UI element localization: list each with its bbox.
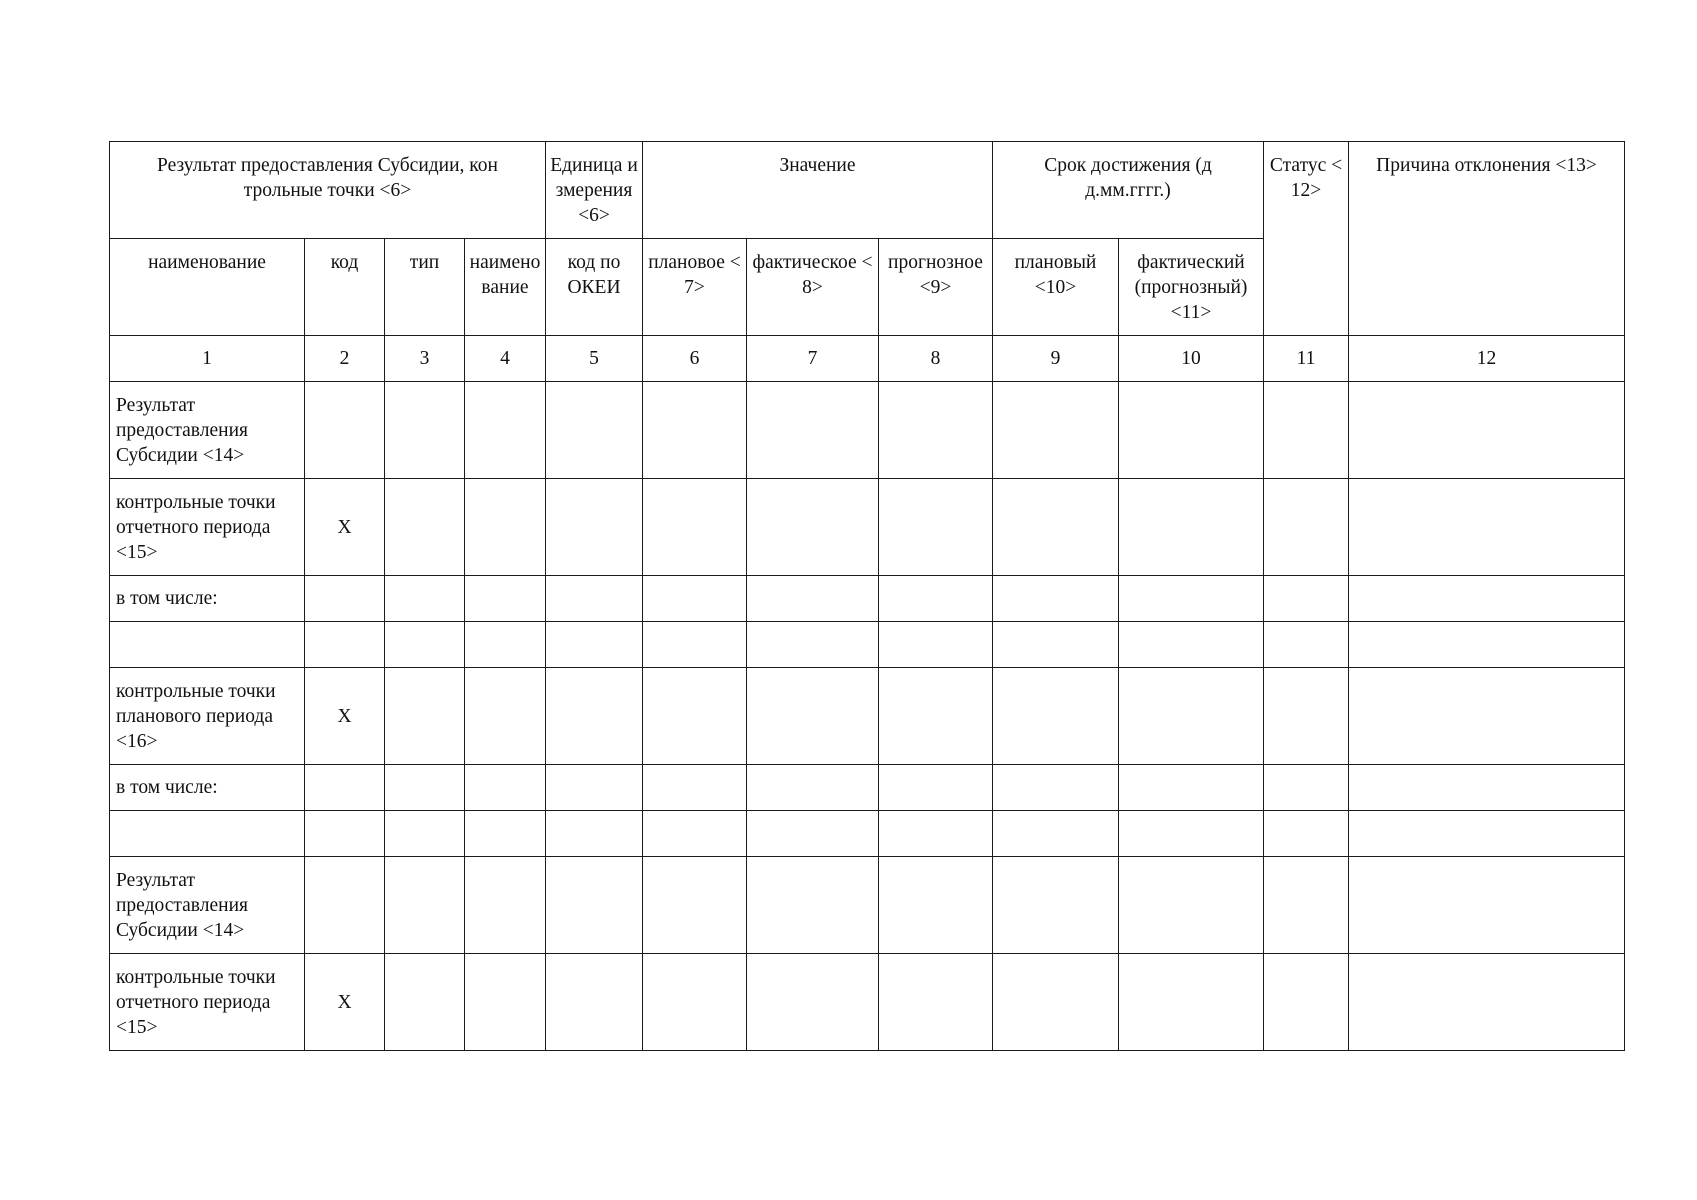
table-row bbox=[110, 857, 1625, 954]
column-number: 3 bbox=[385, 336, 465, 382]
table-cell bbox=[879, 857, 993, 954]
table-cell bbox=[1349, 954, 1625, 1051]
header-col-planned-value: плановое <7> bbox=[643, 239, 747, 336]
row-label: в том числе: bbox=[110, 576, 305, 622]
column-number: 8 bbox=[879, 336, 993, 382]
table-cell bbox=[747, 382, 879, 479]
table-row bbox=[110, 479, 1625, 576]
table-cell bbox=[993, 857, 1119, 954]
table-cell bbox=[546, 954, 643, 1051]
table-cell bbox=[1264, 479, 1349, 576]
table-row bbox=[110, 382, 1625, 479]
table-cell bbox=[385, 668, 465, 765]
table-row bbox=[110, 765, 1625, 811]
row-label: контрольные точки планового периода <16> bbox=[110, 668, 305, 765]
table-cell bbox=[643, 954, 747, 1051]
table-cell bbox=[643, 765, 747, 811]
table-cell bbox=[747, 954, 879, 1051]
column-number: 6 bbox=[643, 336, 747, 382]
table-cell bbox=[1119, 382, 1264, 479]
row-code: X bbox=[305, 954, 385, 1051]
table-cell bbox=[1119, 857, 1264, 954]
table-cell bbox=[1119, 765, 1264, 811]
table-cell bbox=[385, 857, 465, 954]
table-cell bbox=[546, 479, 643, 576]
header-col-unit-name: наименование bbox=[465, 239, 546, 336]
table-cell bbox=[993, 576, 1119, 622]
table-cell bbox=[1264, 668, 1349, 765]
table-cell bbox=[465, 576, 546, 622]
table-cell bbox=[747, 622, 879, 668]
row-code: X bbox=[305, 479, 385, 576]
table-cell bbox=[879, 479, 993, 576]
table-cell bbox=[546, 622, 643, 668]
table-cell bbox=[879, 765, 993, 811]
column-number: 11 bbox=[1264, 336, 1349, 382]
header-col-actual-date: фактический (прогнозный) <11> bbox=[1119, 239, 1264, 336]
table-cell bbox=[546, 765, 643, 811]
table-cell bbox=[465, 811, 546, 857]
column-number: 2 bbox=[305, 336, 385, 382]
table-cell bbox=[1349, 479, 1625, 576]
subsidy-results-table bbox=[109, 141, 1625, 1051]
table-cell bbox=[1349, 765, 1625, 811]
table-cell bbox=[1264, 857, 1349, 954]
table-cell bbox=[385, 622, 465, 668]
header-col-planned-date: плановый <10> bbox=[993, 239, 1119, 336]
table-cell bbox=[1264, 576, 1349, 622]
table-cell bbox=[747, 576, 879, 622]
table-cell bbox=[1349, 857, 1625, 954]
column-numbers-row bbox=[110, 336, 1625, 382]
table-cell bbox=[1349, 382, 1625, 479]
table-cell bbox=[465, 382, 546, 479]
row-label: Результат предоставления Субсидии <14> bbox=[110, 382, 305, 479]
header-col-name: наименование bbox=[110, 239, 305, 336]
table-cell bbox=[993, 668, 1119, 765]
table-cell bbox=[1264, 382, 1349, 479]
table-cell bbox=[465, 765, 546, 811]
table-cell bbox=[385, 479, 465, 576]
row-code bbox=[305, 622, 385, 668]
row-label: Результат предоставления Субсидии <14> bbox=[110, 857, 305, 954]
table-row bbox=[110, 811, 1625, 857]
table-row bbox=[110, 622, 1625, 668]
table-cell bbox=[643, 479, 747, 576]
table-cell bbox=[879, 622, 993, 668]
row-label bbox=[110, 622, 305, 668]
table-cell bbox=[1119, 479, 1264, 576]
row-code: X bbox=[305, 668, 385, 765]
table-cell bbox=[993, 479, 1119, 576]
table-cell bbox=[1264, 765, 1349, 811]
header-col-type: тип bbox=[385, 239, 465, 336]
table-cell bbox=[385, 954, 465, 1051]
row-code bbox=[305, 382, 385, 479]
table-cell bbox=[747, 765, 879, 811]
table-cell bbox=[385, 811, 465, 857]
table-row bbox=[110, 668, 1625, 765]
header-value-group: Значение bbox=[643, 142, 993, 239]
row-label: в том числе: bbox=[110, 765, 305, 811]
table-cell bbox=[993, 622, 1119, 668]
table-cell bbox=[643, 576, 747, 622]
table-cell bbox=[385, 576, 465, 622]
row-code bbox=[305, 576, 385, 622]
header-row-groups bbox=[110, 142, 1625, 239]
table-cell bbox=[1119, 668, 1264, 765]
table-cell bbox=[993, 382, 1119, 479]
table-cell bbox=[879, 811, 993, 857]
table-cell bbox=[385, 765, 465, 811]
row-code bbox=[305, 811, 385, 857]
table-cell bbox=[993, 954, 1119, 1051]
table-cell bbox=[546, 382, 643, 479]
table-cell bbox=[1349, 576, 1625, 622]
table-cell bbox=[1119, 811, 1264, 857]
table-cell bbox=[1119, 954, 1264, 1051]
header-deadline-group: Срок достижения (дд.мм.гггг.) bbox=[993, 142, 1264, 239]
table-cell bbox=[1119, 576, 1264, 622]
column-number: 4 bbox=[465, 336, 546, 382]
table-cell bbox=[643, 811, 747, 857]
column-number: 10 bbox=[1119, 336, 1264, 382]
table-cell bbox=[643, 668, 747, 765]
table-cell bbox=[546, 576, 643, 622]
table-row bbox=[110, 576, 1625, 622]
table-cell bbox=[546, 668, 643, 765]
table-cell bbox=[643, 857, 747, 954]
column-number: 5 bbox=[546, 336, 643, 382]
table-row bbox=[110, 954, 1625, 1051]
header-deviation-reason: Причина отклонения <13> bbox=[1349, 142, 1625, 336]
table-cell bbox=[546, 811, 643, 857]
table-cell bbox=[465, 479, 546, 576]
table-cell bbox=[747, 857, 879, 954]
table-cell bbox=[1264, 622, 1349, 668]
header-unit-group: Единица измерения <6> bbox=[546, 142, 643, 239]
header-col-actual-value: фактическое <8> bbox=[747, 239, 879, 336]
table-cell bbox=[465, 857, 546, 954]
column-number: 12 bbox=[1349, 336, 1625, 382]
column-number: 1 bbox=[110, 336, 305, 382]
row-code bbox=[305, 765, 385, 811]
table-cell bbox=[465, 668, 546, 765]
table-cell bbox=[1349, 811, 1625, 857]
table-cell bbox=[879, 954, 993, 1051]
row-label bbox=[110, 811, 305, 857]
header-col-okei: код по ОКЕИ bbox=[546, 239, 643, 336]
table-cell bbox=[385, 382, 465, 479]
table-cell bbox=[1349, 622, 1625, 668]
table-cell bbox=[993, 765, 1119, 811]
table-cell bbox=[747, 668, 879, 765]
table-cell bbox=[1264, 811, 1349, 857]
table-cell bbox=[879, 382, 993, 479]
table-cell bbox=[643, 622, 747, 668]
table-cell bbox=[546, 857, 643, 954]
table-cell bbox=[1119, 622, 1264, 668]
header-result-group: Результат предоставления Субсидии, контрольные точки <6> bbox=[110, 142, 546, 239]
table-cell bbox=[465, 622, 546, 668]
table-cell bbox=[879, 576, 993, 622]
row-label: контрольные точки отчетного периода <15> bbox=[110, 954, 305, 1051]
table-cell bbox=[465, 954, 546, 1051]
header-col-code: код bbox=[305, 239, 385, 336]
header-col-forecast-value: прогнозное <9> bbox=[879, 239, 993, 336]
row-code bbox=[305, 857, 385, 954]
table-cell bbox=[643, 382, 747, 479]
table-cell bbox=[1349, 668, 1625, 765]
column-number: 7 bbox=[747, 336, 879, 382]
column-number: 9 bbox=[993, 336, 1119, 382]
table-cell bbox=[747, 479, 879, 576]
table-cell bbox=[1264, 954, 1349, 1051]
table-cell bbox=[879, 668, 993, 765]
header-status: Статус <12> bbox=[1264, 142, 1349, 336]
table-cell bbox=[993, 811, 1119, 857]
table-cell bbox=[747, 811, 879, 857]
row-label: контрольные точки отчетного периода <15> bbox=[110, 479, 305, 576]
